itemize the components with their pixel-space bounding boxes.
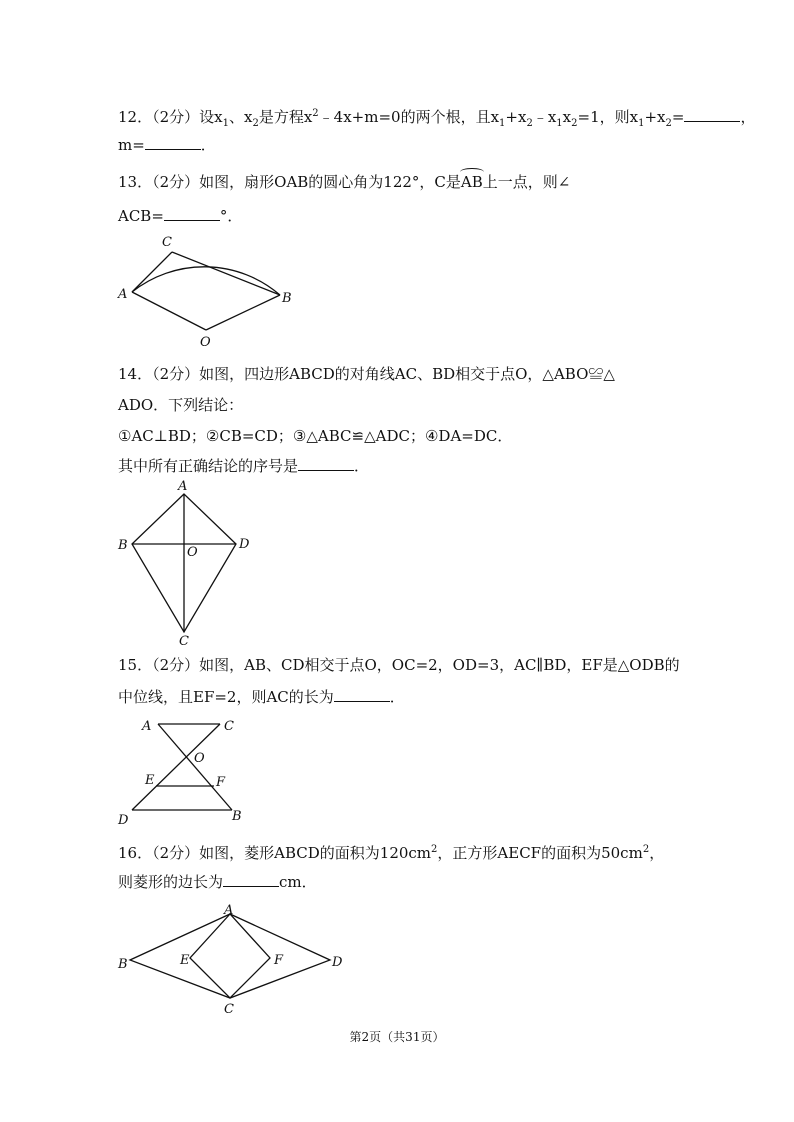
q13-text: 上一点，则∠ [482, 173, 571, 191]
q14-number: 14． [118, 365, 153, 383]
q14-text: ． [354, 457, 370, 475]
q13-text: 如图，扇形OAB的圆心角为122°，C是 [199, 173, 461, 191]
question-12-line2 [118, 135, 216, 155]
q15-text: 如图，AB、CD相交于点O，OC=2，OD=3，AC∥BD，EF是△ODB的 [199, 656, 680, 674]
q14-conclusions: ①AC⊥BD；②CB=CD；③△ABC≌△ADC；④DA=DC． [118, 427, 513, 445]
label-a: A [224, 903, 234, 918]
sector-figure [110, 232, 310, 352]
answer-blank[interactable] [164, 206, 220, 221]
subscript: 1 [222, 118, 229, 129]
arc-ab-symbol: AB [460, 173, 483, 191]
q12-text: +x [505, 108, 527, 126]
label-b: B [232, 809, 242, 824]
question-15-line2 [118, 687, 405, 707]
subscript: 1 [499, 118, 506, 129]
q16-text: ， [649, 844, 665, 862]
segment-cb [172, 252, 280, 295]
q13-text: °． [219, 207, 243, 225]
q12-score: （2分） [152, 108, 200, 126]
segment-ab [158, 724, 232, 810]
crossing-triangles-figure [110, 712, 260, 830]
q12-text: ﹣x [532, 108, 557, 126]
label-c: C [224, 719, 234, 734]
question-16 [118, 840, 664, 863]
q12-number: 12． [118, 108, 153, 126]
answer-blank[interactable] [684, 107, 740, 122]
q13-score: （2分） [152, 173, 200, 191]
answer-blank[interactable] [334, 687, 390, 702]
label-d: D [118, 813, 129, 828]
q12-text: m= [118, 136, 145, 154]
superscript: 2 [431, 844, 438, 855]
label-e: E [145, 773, 155, 788]
q15-text: 中位线，且EF=2，则AC的长为 [118, 688, 334, 706]
subscript: 2 [252, 118, 259, 129]
label-c: C [179, 634, 189, 649]
subscript: 2 [571, 118, 578, 129]
q16-text: 如图，菱形ABCD的面积为120cm [199, 844, 432, 862]
question-14 [118, 364, 615, 384]
label-e: E [180, 953, 190, 968]
rhombus-abcd [130, 914, 330, 998]
label-a: A [178, 479, 188, 494]
q12-text: ， [740, 108, 756, 126]
q12-text: 是方程x [258, 108, 313, 126]
label-d: D [239, 537, 250, 552]
subscript: 2 [665, 118, 672, 129]
arc-ab [132, 267, 280, 295]
question-15 [118, 655, 680, 675]
q13-text: ACB= [118, 207, 164, 225]
q12-text: =1，则x [577, 108, 639, 126]
q16-score: （2分） [152, 844, 200, 862]
label-o: O [187, 545, 198, 560]
q12-text: x [562, 108, 572, 126]
q12-text: 、x [228, 108, 253, 126]
q12-text: +x [644, 108, 666, 126]
label-f: F [216, 775, 226, 790]
question-13 [118, 172, 570, 192]
label-c: C [224, 1002, 234, 1017]
q13-number: 13． [118, 173, 153, 191]
segment-ac [132, 252, 172, 292]
q15-score: （2分） [152, 656, 200, 674]
superscript: 2 [312, 108, 319, 119]
page-footer: 第2页（共31页） [349, 1030, 445, 1044]
segment-cd [132, 724, 220, 810]
segment-ao [132, 292, 206, 330]
q16-text: ，正方形AECF的面积为50cm [437, 844, 643, 862]
label-a: A [142, 719, 152, 734]
question-14-line4 [118, 456, 369, 476]
subscript: 1 [556, 118, 563, 129]
segment-ob [206, 295, 280, 330]
answer-blank[interactable] [223, 872, 279, 887]
label-o: O [194, 751, 205, 766]
q16-text: 则菱形的边长为 [118, 873, 224, 891]
label-a: A [118, 287, 128, 302]
q12-text: 设x [199, 108, 223, 126]
q14-text: 其中所有正确结论的序号是 [118, 457, 299, 475]
q16-text: cm． [279, 873, 317, 891]
q15-number: 15． [118, 656, 153, 674]
q15-text: ． [389, 688, 405, 706]
answer-blank[interactable] [145, 135, 201, 150]
answer-blank[interactable] [298, 456, 354, 471]
q12-text: ． [200, 136, 216, 154]
label-c: C [162, 235, 172, 250]
q14-score: （2分） [152, 365, 200, 383]
question-13-line2 [118, 206, 242, 226]
question-14-line2 [118, 395, 243, 415]
q12-text: ﹣4x+m=0的两个根，且x [318, 108, 500, 126]
label-b: B [118, 957, 128, 972]
label-b: B [118, 538, 128, 553]
question-14-line3 [118, 426, 512, 446]
question-12 [118, 104, 755, 134]
q12-text: = [671, 108, 685, 126]
rhombus-square-figure [110, 900, 350, 1018]
label-b: B [282, 291, 292, 306]
subscript: 2 [526, 118, 533, 129]
label-f: F [274, 953, 284, 968]
question-16-line2 [118, 872, 317, 892]
q14-text: 如图，四边形ABCD的对角线AC、BD相交于点O，△ABO≌△ [199, 365, 615, 383]
q14-text: ADO．下列结论： [118, 396, 244, 414]
superscript: 2 [642, 844, 650, 855]
subscript: 1 [638, 118, 645, 129]
q16-number: 16． [118, 844, 153, 862]
kite-figure [110, 479, 270, 649]
label-o: O [200, 335, 211, 350]
label-d: D [332, 955, 343, 970]
